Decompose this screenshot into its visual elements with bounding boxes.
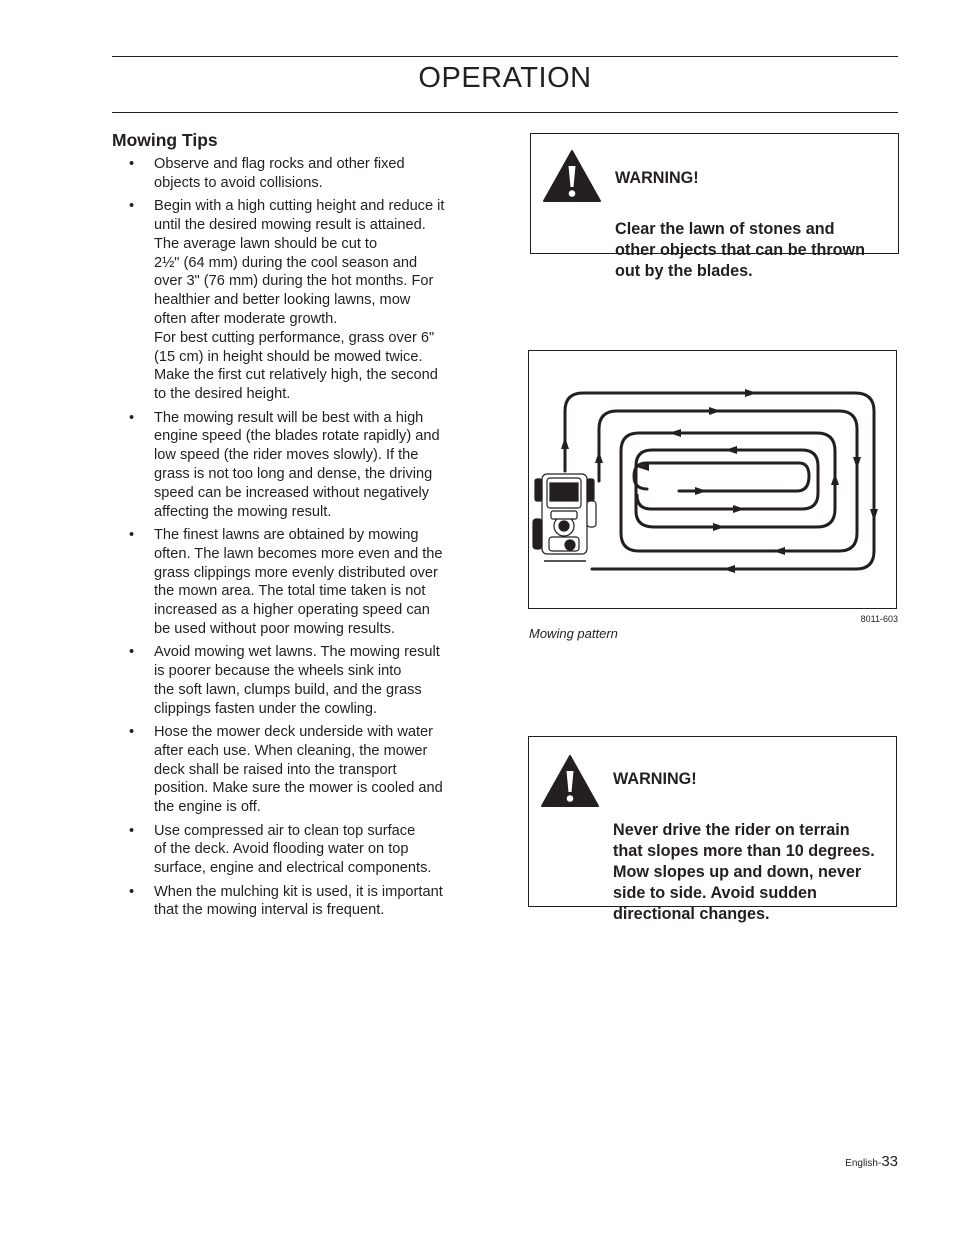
warning-triangle-icon xyxy=(540,754,600,808)
warning-box-stones xyxy=(530,133,899,280)
list-item xyxy=(112,643,472,718)
tip-text: Observe and flag rocks and other fixed objects to avoid collisions. xyxy=(154,156,405,191)
mowing-pattern-figure xyxy=(528,350,897,609)
tip-text: The finest lawns are obtained by mowing often. The lawn becomes more even and the grass clippings more evenly distributed over the mown area. The total time taken is not increased as a higher operating speed can be used without poor mowing results. xyxy=(154,526,443,637)
arrow-icon xyxy=(725,446,737,454)
pattern-path-outer xyxy=(565,393,874,569)
list-item xyxy=(112,526,472,639)
tip-text: Hose the mower deck underside with water after each use. When cleaning, the mower deck shall be raised into the transport position. Make sure the mower is cooled and the engine is off. xyxy=(154,724,443,816)
pattern-path-inner xyxy=(634,463,809,491)
bullet-icon: • xyxy=(129,883,135,900)
bullet-icon: • xyxy=(129,724,135,741)
bullet-icon: • xyxy=(129,822,135,839)
arrow-icon xyxy=(561,437,569,449)
list-item xyxy=(112,155,472,193)
list-item xyxy=(112,723,472,817)
mowing-pattern-diagram xyxy=(529,351,896,608)
tip-text: Avoid mowing wet lawns. The mowing result is poorer because the wheels sink into the soft lawn, clumps build, and the grass clippings fasten under the cowling. xyxy=(154,644,440,717)
arrow-icon xyxy=(723,565,735,573)
page-title: OPERATION xyxy=(418,62,592,94)
tip-text: The mowing result will be best with a high engine speed (the blades rotate rapidly) and low speed (the rider moves slowly). If the grass is not too long and dense, the driving speed can be increased without negatively affecting the mowing result. xyxy=(154,409,440,520)
figure-caption: Mowing pattern xyxy=(529,626,618,641)
arrow-icon xyxy=(831,473,839,485)
pattern-path-2 xyxy=(599,411,857,551)
section-heading: Mowing Tips xyxy=(112,130,218,150)
tip-text: When the mulching kit is used, it is important that the mowing interval is frequent. xyxy=(154,883,443,919)
bullet-icon: • xyxy=(129,644,135,661)
warning-heading: WARNING! xyxy=(613,769,697,788)
list-item xyxy=(112,197,472,404)
header-bottom-rule xyxy=(112,112,898,113)
warning-text xyxy=(613,748,895,945)
arrow-icon xyxy=(853,457,861,469)
arrow-icon xyxy=(695,487,707,495)
arrow-icon xyxy=(745,389,757,397)
tip-text: Use compressed air to clean top surface of the deck. Avoid flooding water on top surface, engine and electrical components. xyxy=(154,822,432,877)
warning-body: Never drive the rider on terrain that slopes more than 10 degrees. Mow slopes up and down, never side to side. Avoid sudden directional changes. xyxy=(613,821,875,923)
header-top-rule xyxy=(112,56,898,57)
arrow-icon xyxy=(713,523,725,531)
arrow-icon xyxy=(595,451,603,463)
page-number: 33 xyxy=(881,1153,898,1170)
bullet-icon: • xyxy=(129,526,135,543)
arrow-icon xyxy=(773,547,785,555)
list-item xyxy=(112,822,472,878)
page-footer xyxy=(845,1153,898,1170)
bullet-icon: • xyxy=(129,409,135,426)
warning-body: Clear the lawn of stones and other objects that can be thrown out by the blades. xyxy=(615,220,866,280)
list-item xyxy=(112,409,472,522)
warning-triangle-icon xyxy=(542,149,602,203)
bullet-icon: • xyxy=(129,198,135,215)
tips-list xyxy=(112,155,472,920)
tip-text: Begin with a high cutting height and reduce it until the desired mowing result is attained. The average lawn should be cut to 2½" (64 mm) during the cool season and over 3" (76 mm) during the hot months. For healthier and better looking lawns, mow often after moderate growth. For best cutting performance, grass over 6" (15 cm) in height should be mowed twice. Make the first cut relatively high, the second to the desired height. xyxy=(154,198,445,403)
bullet-icon: • xyxy=(129,156,135,172)
warning-text xyxy=(615,147,895,303)
list-item xyxy=(112,883,472,921)
warning-heading: WARNING! xyxy=(615,168,699,187)
warning-box-slopes xyxy=(528,736,897,923)
figure-code: 8011-603 xyxy=(860,614,898,624)
footer-language: English- xyxy=(845,1158,882,1169)
rider-mower-icon xyxy=(533,474,596,561)
arrow-icon xyxy=(669,429,681,437)
arrow-icon xyxy=(733,505,745,513)
mowing-tips-section xyxy=(112,130,472,925)
arrow-icon xyxy=(709,407,721,415)
arrow-icon xyxy=(870,509,878,521)
